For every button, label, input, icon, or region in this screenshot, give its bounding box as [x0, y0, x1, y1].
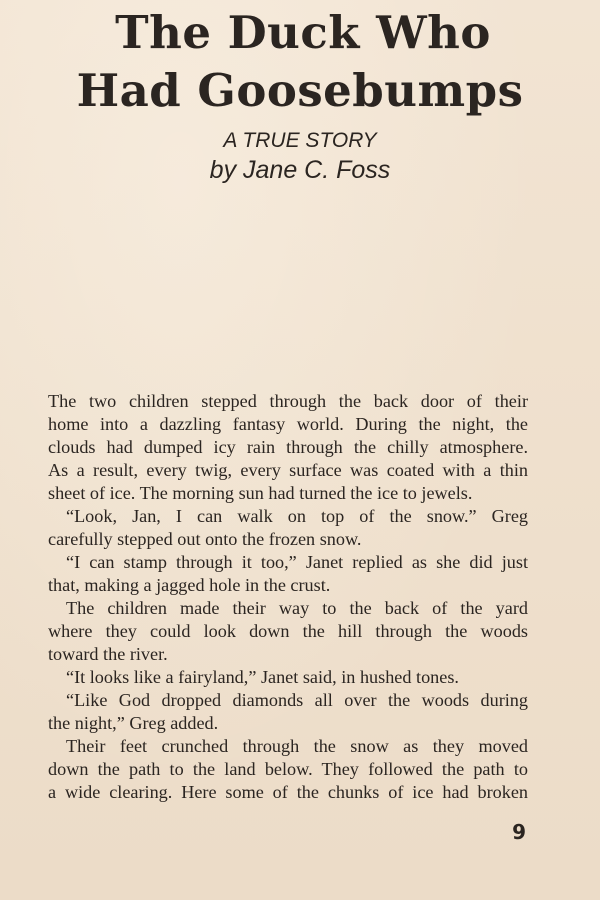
body-text-line: home into a dazzling fantasy world. During the night, the [48, 414, 528, 434]
story-body [48, 390, 528, 804]
body-text-line: the night,” Greg added. [48, 713, 219, 733]
body-text-line: toward the river. [48, 644, 168, 664]
body-text-line: where they could look down the hill through the woods [48, 621, 528, 641]
page-number: 9 [512, 820, 526, 844]
body-text-line: a wide clearing. Here some of the chunks of ice had broken [48, 782, 528, 802]
body-text-line: down the path to the land below. They followed the path to [48, 759, 528, 779]
story-kicker: A TRUE STORY [223, 129, 377, 152]
body-text-line: carefully stepped out onto the frozen snow. [48, 529, 362, 549]
story-title [0, 4, 600, 120]
story-title-line-1: The Duck Who [115, 6, 491, 59]
body-text-line: “I can stamp through it too,” Janet replied as she did just [66, 552, 528, 572]
body-text-line: As a result, every twig, every surface was coated with a thin [48, 460, 528, 480]
body-text-line: clouds had dumped icy rain through the chilly atmosphere. [48, 437, 528, 457]
story-subtitle [0, 127, 600, 185]
body-text-line: that, making a jagged hole in the crust. [48, 575, 331, 595]
body-text-line: The two children stepped through the back door of their [48, 391, 528, 411]
body-text-line: “It looks like a fairyland,” Janet said, in hushed tones. [66, 667, 459, 687]
body-text-line: “Like God dropped diamonds all over the woods during [66, 690, 528, 710]
body-text-line: The children made their way to the back of the yard [66, 598, 528, 618]
body-text-line: sheet of ice. The morning sun had turned the ice to jewels. [48, 483, 473, 503]
body-text-line: Their feet crunched through the snow as they moved [66, 736, 528, 756]
story-title-line-2: Had Goosebumps [76, 64, 524, 117]
body-text-line: “Look, Jan, I can walk on top of the snow.” Greg [66, 506, 528, 526]
story-byline: by Jane C. Foss [209, 156, 391, 184]
